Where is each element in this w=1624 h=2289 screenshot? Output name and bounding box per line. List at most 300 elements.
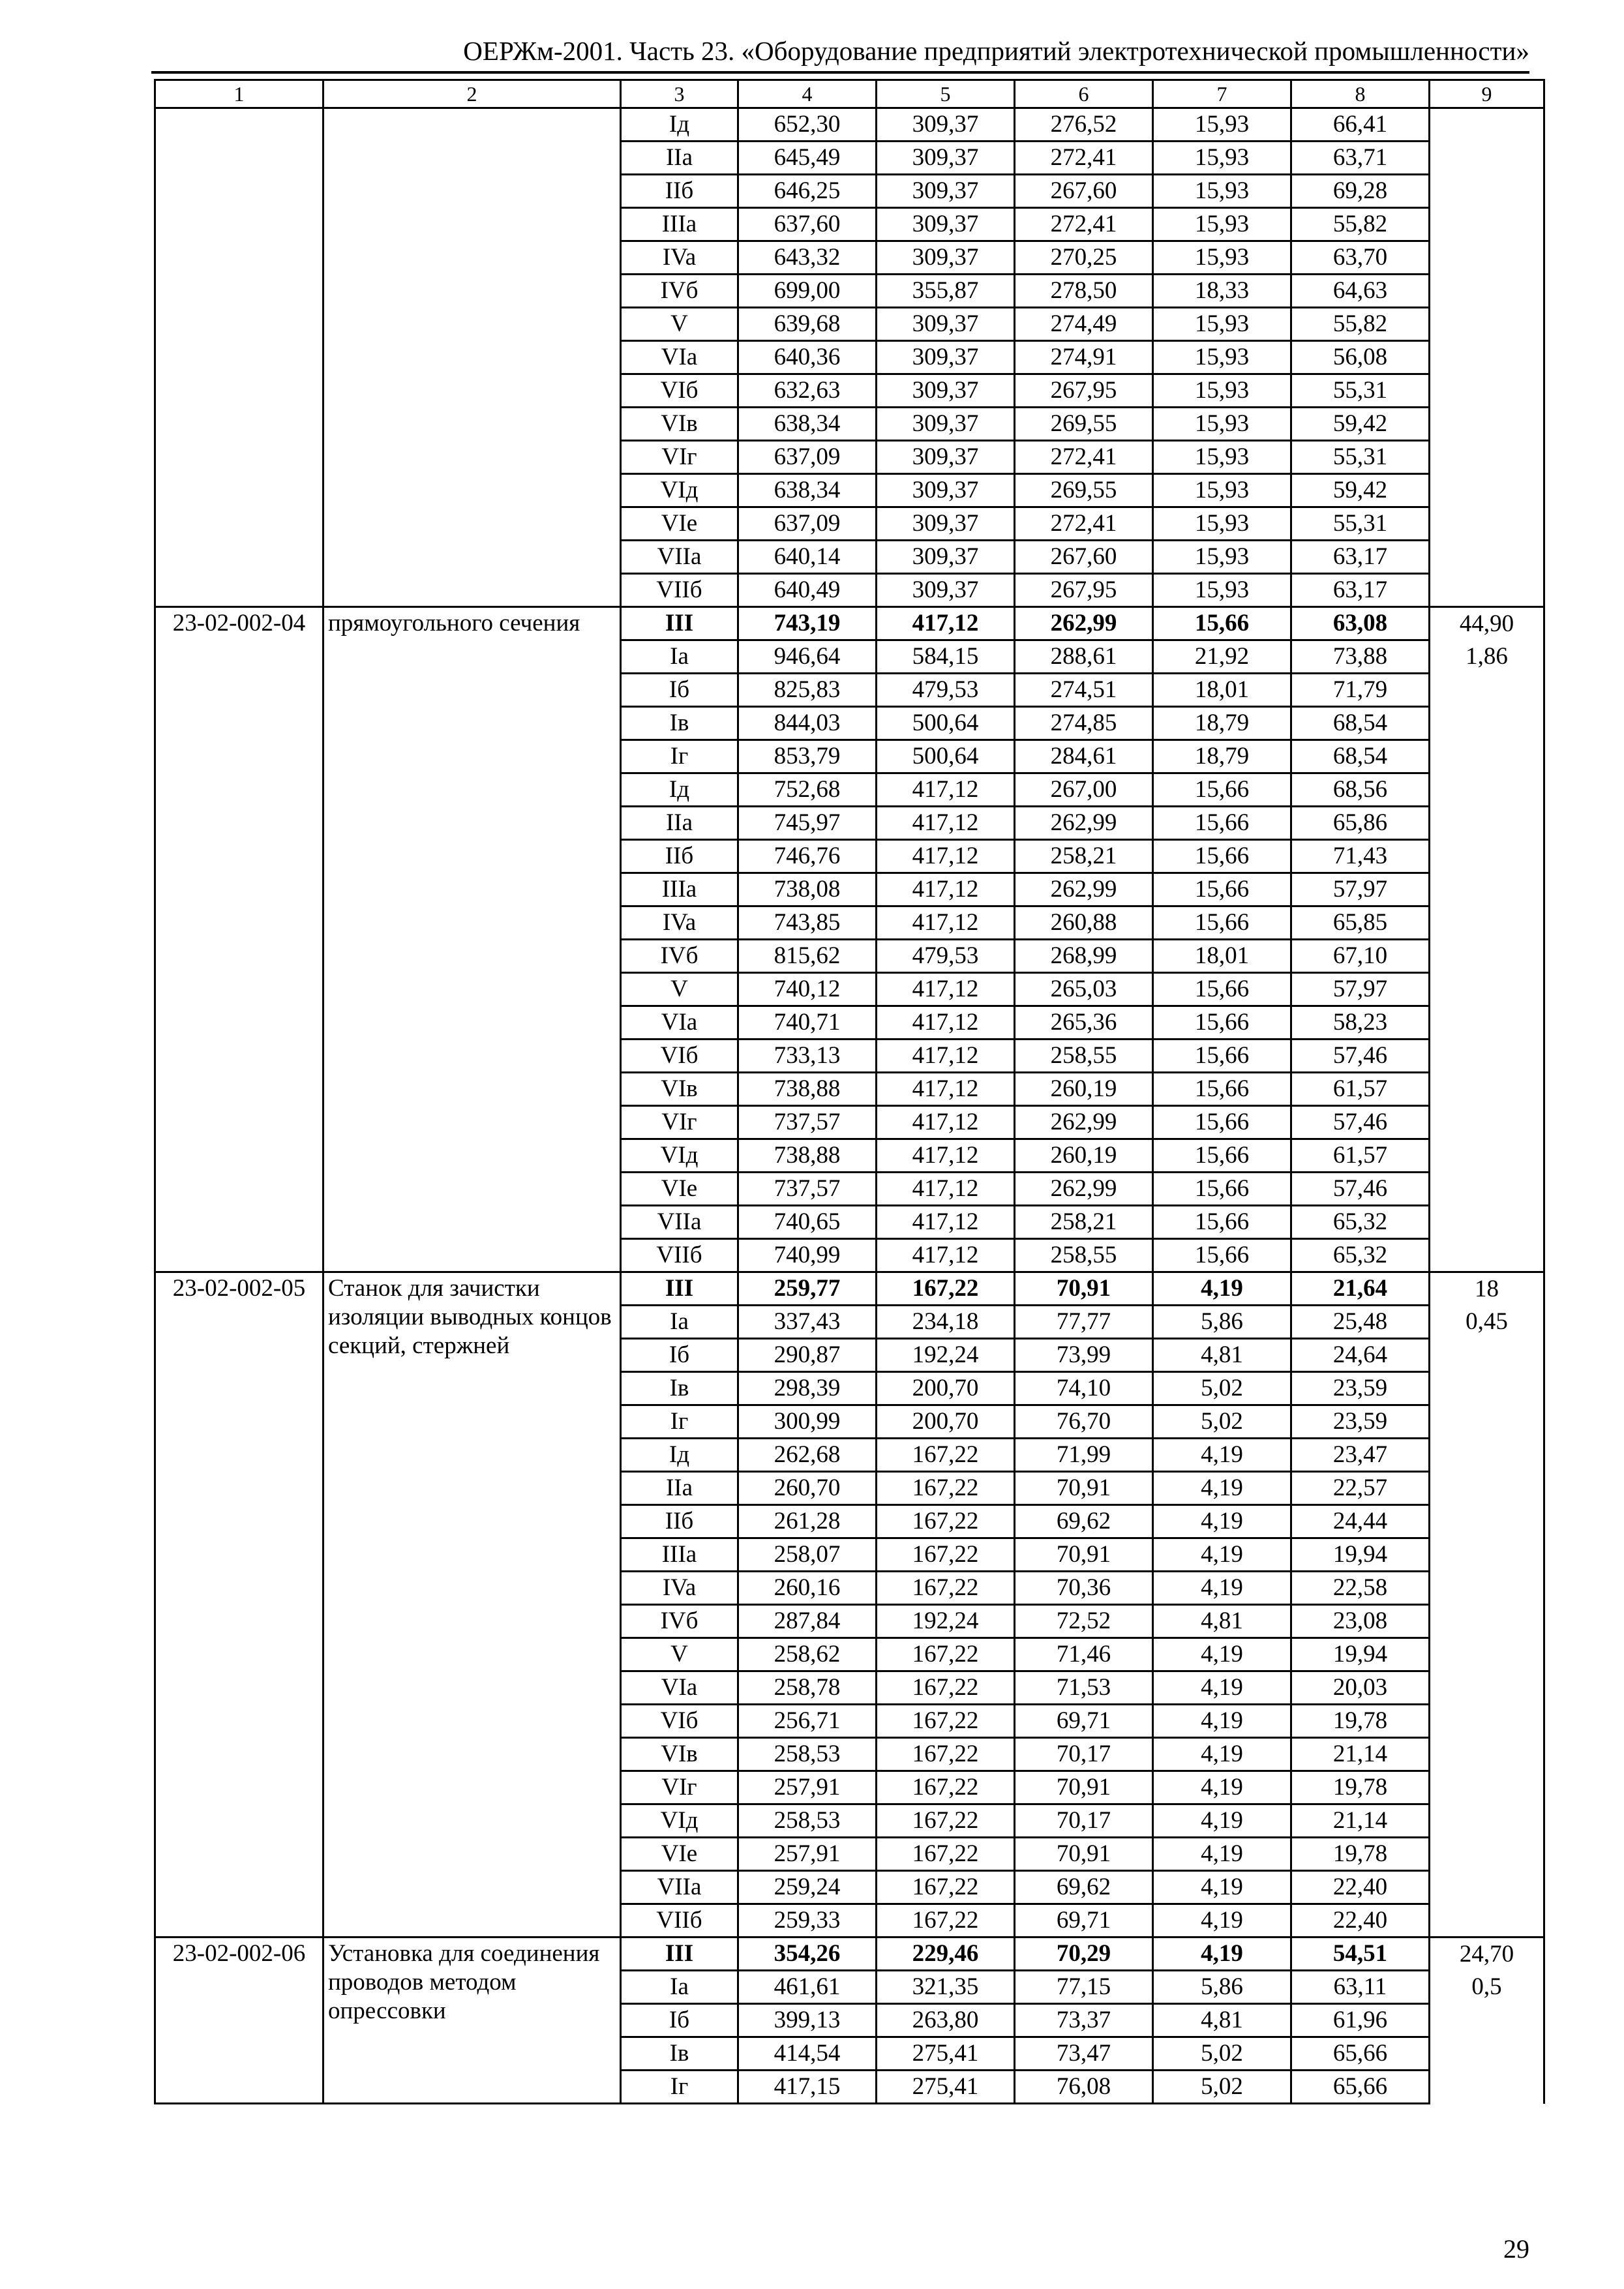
- value-cell: 4,19: [1153, 1538, 1291, 1572]
- col9-cell: [1430, 374, 1544, 408]
- value-cell: 15,93: [1153, 574, 1291, 607]
- value-cell: 73,88: [1291, 640, 1430, 674]
- value-cell: 4,19: [1153, 1472, 1291, 1505]
- col9-cell: [1430, 474, 1544, 507]
- value-cell: 71,99: [1015, 1439, 1153, 1472]
- value-cell: 946,64: [738, 640, 877, 674]
- col9-cell: [1430, 1605, 1544, 1638]
- value-cell: 167,22: [877, 1439, 1015, 1472]
- zone-cell: IIIa: [621, 1538, 738, 1572]
- value-cell: 740,12: [738, 973, 877, 1006]
- value-cell: 646,25: [738, 175, 877, 208]
- zone-cell: VIг: [621, 1771, 738, 1804]
- col9-cell: [1430, 740, 1544, 773]
- value-cell: 257,91: [738, 1771, 877, 1804]
- value-cell: 4,19: [1153, 1871, 1291, 1904]
- value-cell: 15,66: [1153, 807, 1291, 840]
- value-cell: 4,19: [1153, 1838, 1291, 1871]
- value-cell: 5,86: [1153, 1971, 1291, 2004]
- zone-cell: IIб: [621, 175, 738, 208]
- zone-cell: VIд: [621, 1139, 738, 1173]
- value-cell: 57,97: [1291, 973, 1430, 1006]
- value-cell: 260,88: [1015, 906, 1153, 940]
- zone-cell: IVa: [621, 241, 738, 275]
- value-cell: 167,22: [877, 1771, 1015, 1804]
- page-header-title: ОЕРЖм-2001. Часть 23. «Оборудование предприятий электротехнической промышленности»: [151, 38, 1529, 74]
- zone-cell: Iг: [621, 740, 738, 773]
- value-cell: 268,99: [1015, 940, 1153, 973]
- value-cell: 309,37: [877, 441, 1015, 474]
- value-cell: 265,03: [1015, 973, 1153, 1006]
- zone-cell: VIг: [621, 1106, 738, 1139]
- value-cell: 167,22: [877, 1671, 1015, 1705]
- row-name: [323, 108, 621, 607]
- value-cell: 272,41: [1015, 208, 1153, 241]
- value-cell: 640,36: [738, 341, 877, 374]
- zone-cell: IVa: [621, 906, 738, 940]
- col9-cell: [1430, 308, 1544, 341]
- value-cell: 22,58: [1291, 1572, 1430, 1605]
- col9-cell: [1430, 441, 1544, 474]
- value-cell: 752,68: [738, 773, 877, 807]
- col9-cell: [1430, 2004, 1544, 2037]
- value-cell: 68,56: [1291, 773, 1430, 807]
- col9-cell: [1430, 973, 1544, 1006]
- col9-cell: [1430, 1572, 1544, 1605]
- value-cell: 18,01: [1153, 674, 1291, 707]
- col9-cell: [1430, 241, 1544, 275]
- value-cell: 740,65: [738, 1206, 877, 1239]
- value-cell: 258,53: [738, 1804, 877, 1838]
- value-cell: 200,70: [877, 1405, 1015, 1439]
- value-cell: 21,14: [1291, 1804, 1430, 1838]
- value-cell: 274,85: [1015, 707, 1153, 740]
- col9-cell: [1430, 1173, 1544, 1206]
- zone-cell: IIIa: [621, 208, 738, 241]
- col9-cell: [1430, 2037, 1544, 2071]
- value-cell: 73,47: [1015, 2037, 1153, 2071]
- value-cell: 64,63: [1291, 275, 1430, 308]
- col9-cell: [1430, 1505, 1544, 1538]
- col9-cell: [1430, 1804, 1544, 1838]
- zone-cell: VIIб: [621, 1239, 738, 1272]
- value-cell: 309,37: [877, 175, 1015, 208]
- page-number: 29: [1503, 2234, 1529, 2264]
- value-cell: 57,46: [1291, 1106, 1430, 1139]
- value-cell: 274,49: [1015, 308, 1153, 341]
- value-cell: 298,39: [738, 1372, 877, 1405]
- value-cell: 15,66: [1153, 1206, 1291, 1239]
- value-cell: 309,37: [877, 374, 1015, 408]
- value-cell: 24,64: [1291, 1339, 1430, 1372]
- value-cell: 69,62: [1015, 1871, 1153, 1904]
- value-cell: 258,21: [1015, 1206, 1153, 1239]
- value-cell: 267,60: [1015, 541, 1153, 574]
- column-number: 4: [738, 80, 877, 108]
- col9-cell: 18: [1430, 1272, 1544, 1306]
- table-row: [155, 1272, 1544, 1306]
- value-cell: 167,22: [877, 1638, 1015, 1671]
- value-cell: 18,01: [1153, 940, 1291, 973]
- value-cell: 259,77: [738, 1272, 877, 1306]
- zone-cell: Iд: [621, 108, 738, 142]
- col9-cell: 0,45: [1430, 1306, 1544, 1339]
- zone-cell: IIa: [621, 807, 738, 840]
- col9-cell: [1430, 873, 1544, 906]
- table-body: [155, 80, 1544, 2104]
- col9-cell: [1430, 541, 1544, 574]
- value-cell: 73,99: [1015, 1339, 1153, 1372]
- col9-cell: [1430, 341, 1544, 374]
- value-cell: 71,43: [1291, 840, 1430, 873]
- col9-cell: [1430, 208, 1544, 241]
- col9-cell: [1430, 1372, 1544, 1405]
- col9-cell: [1430, 1339, 1544, 1372]
- value-cell: 825,83: [738, 674, 877, 707]
- value-cell: 23,47: [1291, 1439, 1430, 1472]
- value-cell: 77,77: [1015, 1306, 1153, 1339]
- zone-cell: III: [621, 607, 738, 640]
- value-cell: 15,66: [1153, 906, 1291, 940]
- value-cell: 23,59: [1291, 1372, 1430, 1405]
- value-cell: 309,37: [877, 474, 1015, 507]
- zone-cell: VIб: [621, 1040, 738, 1073]
- row-name: прямоугольного сечения: [323, 607, 621, 1272]
- value-cell: 263,80: [877, 2004, 1015, 2037]
- value-cell: 15,93: [1153, 241, 1291, 275]
- value-cell: 76,08: [1015, 2071, 1153, 2104]
- value-cell: 262,99: [1015, 1106, 1153, 1139]
- col9-cell: [1430, 1239, 1544, 1272]
- zone-cell: IIa: [621, 142, 738, 175]
- value-cell: 309,37: [877, 142, 1015, 175]
- value-cell: 4,19: [1153, 1738, 1291, 1771]
- value-cell: 258,62: [738, 1638, 877, 1671]
- value-cell: 22,57: [1291, 1472, 1430, 1505]
- value-cell: 15,93: [1153, 441, 1291, 474]
- col9-cell: [1430, 175, 1544, 208]
- zone-cell: VIa: [621, 1671, 738, 1705]
- value-cell: 637,60: [738, 208, 877, 241]
- zone-cell: VIб: [621, 1705, 738, 1738]
- col9-cell: 44,90: [1430, 607, 1544, 640]
- value-cell: 55,82: [1291, 208, 1430, 241]
- row-code: [155, 108, 323, 607]
- value-cell: 55,82: [1291, 308, 1430, 341]
- zone-cell: Iб: [621, 674, 738, 707]
- value-cell: 18,79: [1153, 740, 1291, 773]
- col9-cell: [1430, 108, 1544, 142]
- value-cell: 417,12: [877, 1040, 1015, 1073]
- value-cell: 417,12: [877, 873, 1015, 906]
- zone-cell: IIб: [621, 1505, 738, 1538]
- value-cell: 25,48: [1291, 1306, 1430, 1339]
- value-cell: 65,32: [1291, 1206, 1430, 1239]
- value-cell: 274,51: [1015, 674, 1153, 707]
- column-number: 3: [621, 80, 738, 108]
- value-cell: 20,03: [1291, 1671, 1430, 1705]
- value-cell: 5,02: [1153, 1372, 1291, 1405]
- value-cell: 55,31: [1291, 374, 1430, 408]
- value-cell: 258,21: [1015, 840, 1153, 873]
- col9-cell: [1430, 906, 1544, 940]
- value-cell: 69,62: [1015, 1505, 1153, 1538]
- value-cell: 70,91: [1015, 1538, 1153, 1572]
- value-cell: 309,37: [877, 208, 1015, 241]
- value-cell: 479,53: [877, 674, 1015, 707]
- zone-cell: Iб: [621, 2004, 738, 2037]
- value-cell: 743,19: [738, 607, 877, 640]
- value-cell: 640,49: [738, 574, 877, 607]
- value-cell: 167,22: [877, 1572, 1015, 1605]
- col9-cell: [1430, 707, 1544, 740]
- value-cell: 229,46: [877, 1937, 1015, 1971]
- value-cell: 4,19: [1153, 1671, 1291, 1705]
- row-code: 23-02-002-05: [155, 1272, 323, 1937]
- col9-cell: [1430, 1871, 1544, 1904]
- value-cell: 65,85: [1291, 906, 1430, 940]
- value-cell: 15,66: [1153, 1040, 1291, 1073]
- value-cell: 853,79: [738, 740, 877, 773]
- value-cell: 21,14: [1291, 1738, 1430, 1771]
- value-cell: 269,55: [1015, 474, 1153, 507]
- value-cell: 65,32: [1291, 1239, 1430, 1272]
- value-cell: 70,91: [1015, 1771, 1153, 1804]
- value-cell: 15,66: [1153, 1239, 1291, 1272]
- value-cell: 19,94: [1291, 1638, 1430, 1671]
- zone-cell: V: [621, 308, 738, 341]
- col9-cell: [1430, 1405, 1544, 1439]
- value-cell: 5,02: [1153, 1405, 1291, 1439]
- col9-cell: [1430, 1838, 1544, 1871]
- zone-cell: VIe: [621, 1173, 738, 1206]
- value-cell: 4,19: [1153, 1505, 1291, 1538]
- zone-cell: Iд: [621, 1439, 738, 1472]
- row-name: Установка для соединения проводов методом опрессовки: [323, 1937, 621, 2104]
- value-cell: 68,54: [1291, 707, 1430, 740]
- zone-cell: VIIa: [621, 541, 738, 574]
- value-cell: 258,55: [1015, 1040, 1153, 1073]
- value-cell: 267,95: [1015, 374, 1153, 408]
- value-cell: 15,66: [1153, 840, 1291, 873]
- value-cell: 275,41: [877, 2071, 1015, 2104]
- value-cell: 309,37: [877, 408, 1015, 441]
- value-cell: 276,52: [1015, 108, 1153, 142]
- value-cell: 5,02: [1153, 2071, 1291, 2104]
- value-cell: 640,14: [738, 541, 877, 574]
- value-cell: 23,08: [1291, 1605, 1430, 1638]
- value-cell: 284,61: [1015, 740, 1153, 773]
- column-number: 8: [1291, 80, 1430, 108]
- value-cell: 738,88: [738, 1139, 877, 1173]
- value-cell: 639,68: [738, 308, 877, 341]
- column-number: 7: [1153, 80, 1291, 108]
- value-cell: 258,07: [738, 1538, 877, 1572]
- value-cell: 15,93: [1153, 108, 1291, 142]
- value-cell: 15,93: [1153, 408, 1291, 441]
- value-cell: 5,86: [1153, 1306, 1291, 1339]
- col9-cell: [1430, 1472, 1544, 1505]
- zone-cell: Ia: [621, 1306, 738, 1339]
- value-cell: 500,64: [877, 740, 1015, 773]
- value-cell: 737,57: [738, 1106, 877, 1139]
- value-cell: 258,53: [738, 1738, 877, 1771]
- table-row: [155, 607, 1544, 640]
- value-cell: 66,41: [1291, 108, 1430, 142]
- zone-cell: IVб: [621, 940, 738, 973]
- value-cell: 22,40: [1291, 1871, 1430, 1904]
- value-cell: 57,46: [1291, 1173, 1430, 1206]
- value-cell: 74,10: [1015, 1372, 1153, 1405]
- zone-cell: VIe: [621, 1838, 738, 1871]
- table-row: [155, 1937, 1544, 1971]
- col9-cell: 0,5: [1430, 1971, 1544, 2004]
- zone-cell: Ia: [621, 640, 738, 674]
- value-cell: 18,79: [1153, 707, 1291, 740]
- value-cell: 58,23: [1291, 1006, 1430, 1040]
- value-cell: 269,55: [1015, 408, 1153, 441]
- col9-cell: [1430, 275, 1544, 308]
- value-cell: 321,35: [877, 1971, 1015, 2004]
- col9-cell: [1430, 674, 1544, 707]
- value-cell: 77,15: [1015, 1971, 1153, 2004]
- value-cell: 70,29: [1015, 1937, 1153, 1971]
- value-cell: 645,49: [738, 142, 877, 175]
- value-cell: 272,41: [1015, 507, 1153, 541]
- value-cell: 260,70: [738, 1472, 877, 1505]
- zone-cell: IIa: [621, 1472, 738, 1505]
- value-cell: 19,78: [1291, 1705, 1430, 1738]
- value-cell: 262,99: [1015, 807, 1153, 840]
- value-cell: 417,12: [877, 1139, 1015, 1173]
- col9-cell: [1430, 940, 1544, 973]
- value-cell: 70,36: [1015, 1572, 1153, 1605]
- col9-cell: [1430, 1006, 1544, 1040]
- zone-cell: VIa: [621, 341, 738, 374]
- value-cell: 67,10: [1291, 940, 1430, 973]
- value-cell: 309,37: [877, 541, 1015, 574]
- value-cell: 200,70: [877, 1372, 1015, 1405]
- value-cell: 309,37: [877, 574, 1015, 607]
- value-cell: 261,28: [738, 1505, 877, 1538]
- value-cell: 270,25: [1015, 241, 1153, 275]
- col9-cell: 24,70: [1430, 1937, 1544, 1971]
- value-cell: 63,17: [1291, 574, 1430, 607]
- value-cell: 309,37: [877, 341, 1015, 374]
- value-cell: 4,19: [1153, 1272, 1291, 1306]
- col9-cell: [1430, 1040, 1544, 1073]
- value-cell: 643,32: [738, 241, 877, 275]
- value-cell: 275,41: [877, 2037, 1015, 2071]
- value-cell: 417,12: [877, 1239, 1015, 1272]
- value-cell: 417,12: [877, 906, 1015, 940]
- value-cell: 417,12: [877, 1073, 1015, 1106]
- zone-cell: IIIa: [621, 873, 738, 906]
- value-cell: 262,99: [1015, 873, 1153, 906]
- value-cell: 262,99: [1015, 607, 1153, 640]
- value-cell: 638,34: [738, 474, 877, 507]
- value-cell: 632,63: [738, 374, 877, 408]
- col9-cell: [1430, 1904, 1544, 1937]
- value-cell: 65,66: [1291, 2071, 1430, 2104]
- value-cell: 72,52: [1015, 1605, 1153, 1638]
- value-cell: 15,93: [1153, 541, 1291, 574]
- value-cell: 54,51: [1291, 1937, 1430, 1971]
- zone-cell: VIг: [621, 441, 738, 474]
- value-cell: 259,33: [738, 1904, 877, 1937]
- value-cell: 15,93: [1153, 341, 1291, 374]
- value-cell: 167,22: [877, 1904, 1015, 1937]
- value-cell: 274,91: [1015, 341, 1153, 374]
- value-cell: 63,17: [1291, 541, 1430, 574]
- zone-cell: IVa: [621, 1572, 738, 1605]
- value-cell: 417,12: [877, 1006, 1015, 1040]
- value-cell: 19,94: [1291, 1538, 1430, 1572]
- value-cell: 69,71: [1015, 1705, 1153, 1738]
- zone-cell: VIб: [621, 374, 738, 408]
- value-cell: 57,97: [1291, 873, 1430, 906]
- zone-cell: VIв: [621, 1073, 738, 1106]
- value-cell: 15,66: [1153, 873, 1291, 906]
- col9-cell: [1430, 1439, 1544, 1472]
- value-cell: 262,99: [1015, 1173, 1153, 1206]
- column-number: 2: [323, 80, 621, 108]
- value-cell: 73,37: [1015, 2004, 1153, 2037]
- zone-cell: Iг: [621, 2071, 738, 2104]
- col9-cell: [1430, 1139, 1544, 1173]
- value-cell: 192,24: [877, 1605, 1015, 1638]
- value-cell: 70,17: [1015, 1738, 1153, 1771]
- value-cell: 417,12: [877, 807, 1015, 840]
- value-cell: 167,22: [877, 1738, 1015, 1771]
- value-cell: 15,66: [1153, 607, 1291, 640]
- value-cell: 15,66: [1153, 1006, 1291, 1040]
- table-row: [155, 108, 1544, 142]
- col9-cell: [1430, 1771, 1544, 1804]
- value-cell: 19,78: [1291, 1771, 1430, 1804]
- value-cell: 354,26: [738, 1937, 877, 1971]
- value-cell: 167,22: [877, 1538, 1015, 1572]
- col9-cell: [1430, 840, 1544, 873]
- zone-cell: Iв: [621, 2037, 738, 2071]
- value-cell: 260,16: [738, 1572, 877, 1605]
- value-cell: 637,09: [738, 441, 877, 474]
- value-cell: 267,60: [1015, 175, 1153, 208]
- col9-cell: [1430, 1671, 1544, 1705]
- zone-cell: Iв: [621, 1372, 738, 1405]
- value-cell: 4,19: [1153, 1771, 1291, 1804]
- value-cell: 272,41: [1015, 441, 1153, 474]
- value-cell: 15,66: [1153, 1139, 1291, 1173]
- value-cell: 258,78: [738, 1671, 877, 1705]
- value-cell: 69,28: [1291, 175, 1430, 208]
- value-cell: 288,61: [1015, 640, 1153, 674]
- value-cell: 15,93: [1153, 507, 1291, 541]
- zone-cell: Iб: [621, 1339, 738, 1372]
- value-cell: 70,17: [1015, 1804, 1153, 1838]
- zone-cell: VIIб: [621, 1904, 738, 1937]
- value-cell: 167,22: [877, 1272, 1015, 1306]
- value-cell: 259,24: [738, 1871, 877, 1904]
- value-cell: 167,22: [877, 1838, 1015, 1871]
- value-cell: 71,46: [1015, 1638, 1153, 1671]
- col9-cell: [1430, 1638, 1544, 1671]
- value-cell: 479,53: [877, 940, 1015, 973]
- zone-cell: VIa: [621, 1006, 738, 1040]
- zone-cell: Ia: [621, 1971, 738, 2004]
- value-cell: 55,31: [1291, 507, 1430, 541]
- value-cell: 309,37: [877, 308, 1015, 341]
